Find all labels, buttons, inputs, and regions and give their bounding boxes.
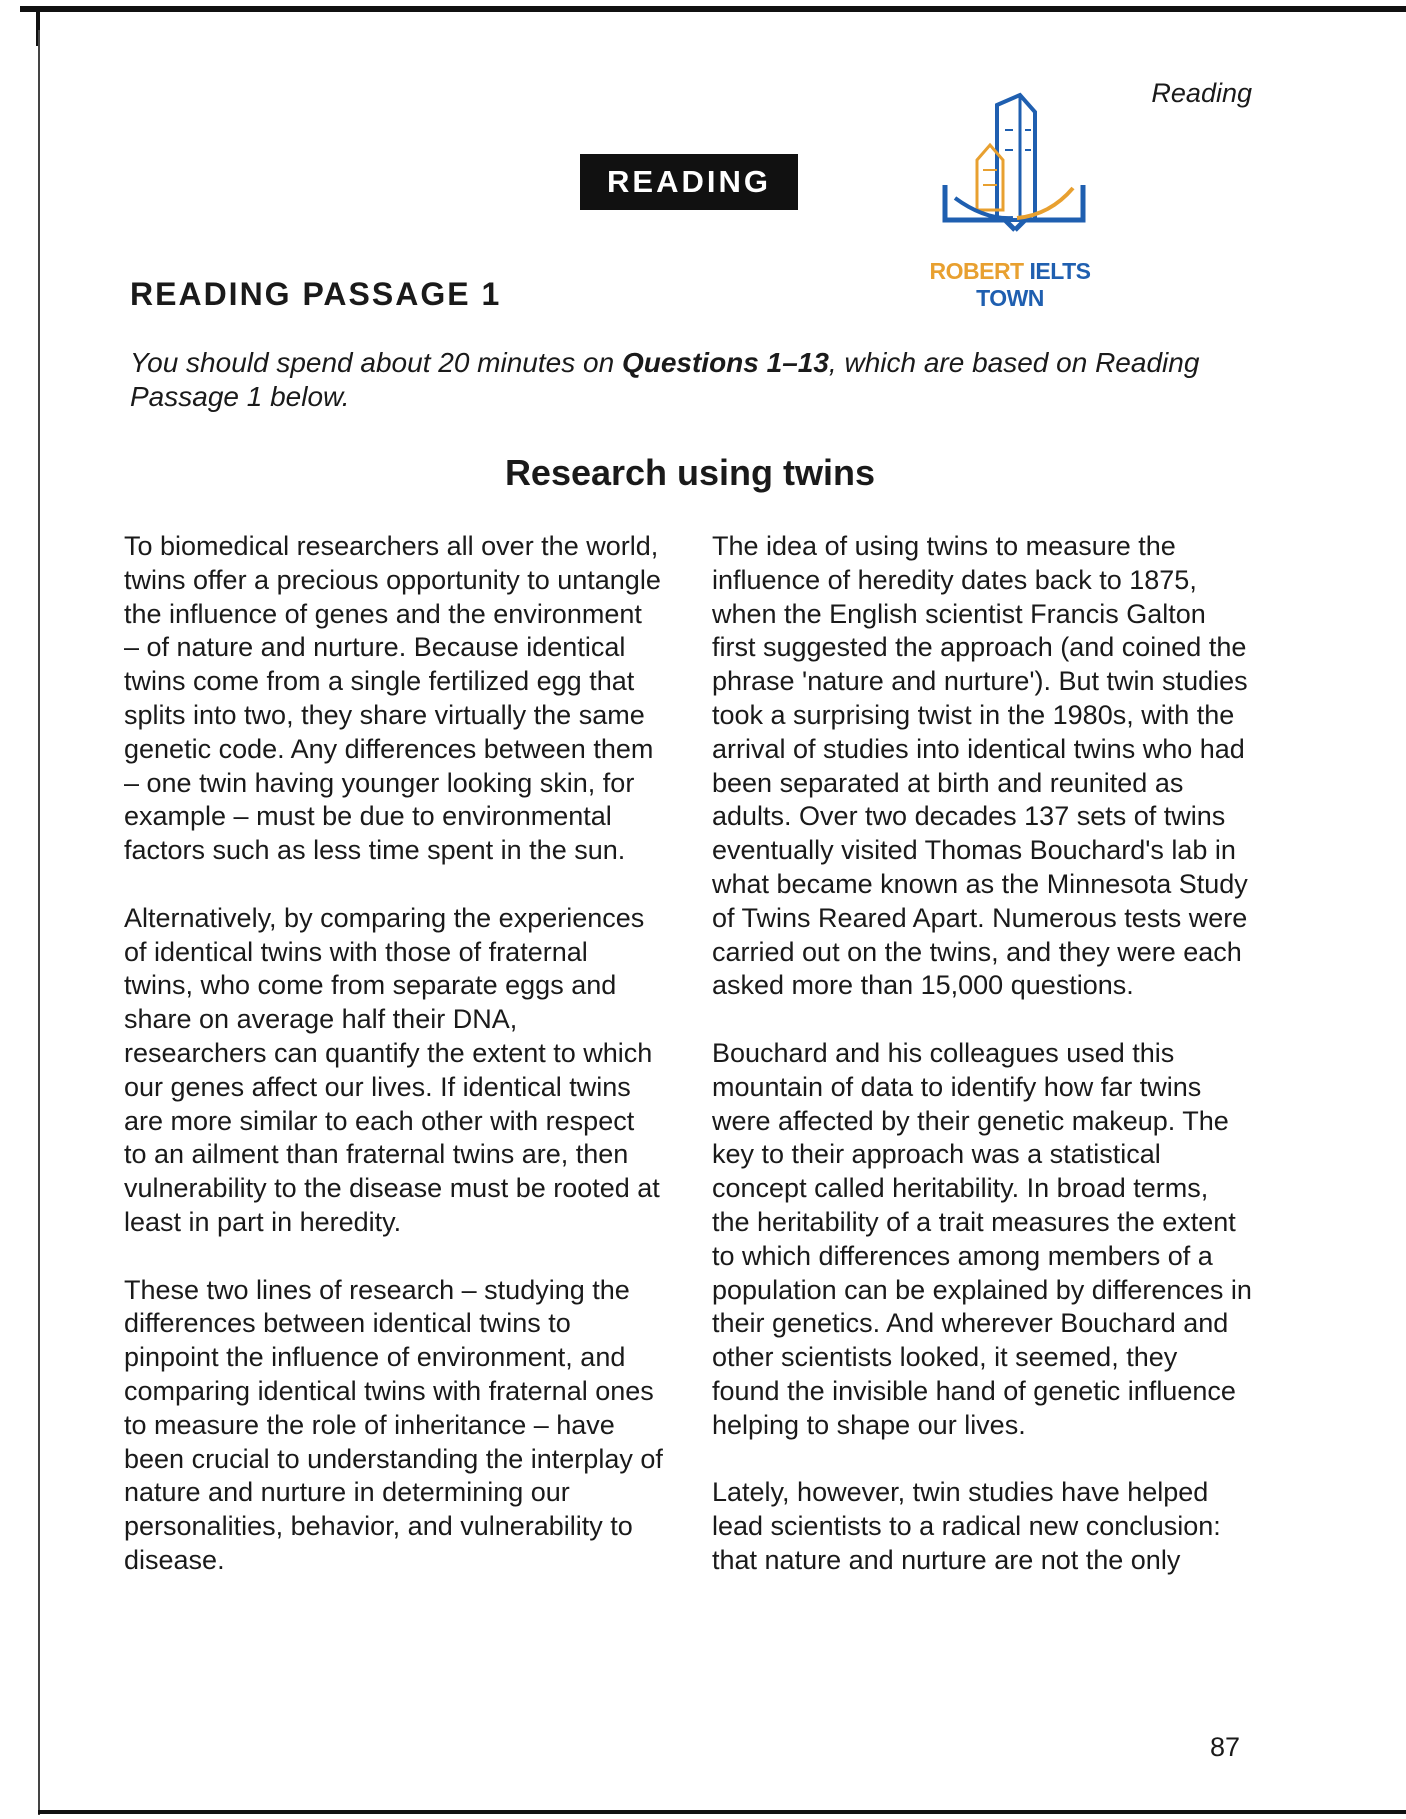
scan-border-left <box>38 30 40 1815</box>
left-column <box>124 530 664 1612</box>
article-title: Research using twins <box>504 452 876 493</box>
running-head: Reading <box>1151 78 1252 108</box>
paragraph: Lately, however, twin studies have helped lead scientists to a radical new conclusion: that nature and nurture are not the only <box>712 1477 1221 1575</box>
instructions: You should spend about 20 minutes on Questions 1–13, which are based on Reading Passage 1 below. <box>130 347 1200 412</box>
section-label: READING <box>580 154 798 210</box>
logo <box>895 90 1125 311</box>
paragraph: Alternatively, by comparing the experiences of identical twins with those of fraternal twins, who come from separate eggs and share on average half their DNA, researchers can quantify the extent to which our genes affect our lives. If identical twins are more similar to each other with respect to an ailment than fraternal twins are, then vulnerability to the disease must be rooted at least in part in heredity. <box>124 902 660 1237</box>
logo-text: ROBERT IELTS TOWN <box>929 258 1091 311</box>
page-number: 87 <box>1209 1732 1240 1762</box>
paragraph: The idea of using twins to measure the influence of heredity dates back to 1875, when the English scientist Francis Galton first suggested the approach (and coined the phrase 'nature and nurture'). But twin studies took a surprising twist in the 1980s, with the arrival of studies into identical twins who had been separated at birth and reunited as adults. Over two decades 137 sets of twins eventually visited Thomas Bouchard's lab in what became known as the Minnesota Study of Twins Reared Apart. Numerous tests were carried out on the twins, and they were each asked more than 15,000 questions. <box>712 531 1248 1001</box>
scan-border-bottom <box>38 1810 1406 1814</box>
passage-title: READING PASSAGE 1 <box>130 276 502 312</box>
paragraph: Bouchard and his colleagues used this mountain of data to identify how far twins were affected by their genetic makeup. The key to their approach was a statistical concept called heritability. In broad terms, the heritability of a trait measures the extent to which differences among members of a population can be explained by differences in their genetics. And wherever Bouchard and other scientists looked, it seemed, they found the invisible hand of genetic influence helping to shape our lives. <box>712 1037 1252 1440</box>
questions-range: Questions 1–13 <box>621 347 829 378</box>
right-column <box>712 530 1252 1612</box>
scan-border-top <box>20 6 1406 12</box>
paragraph: To biomedical researchers all over the world, twins offer a precious opportunity to untangle the influence of genes and the environment – of nature and nurture. Because identical twins come from a single fertilized egg that splits into two, they share virtually the same genetic code. Any differences between them – one twin having younger looking skin, for example – must be due to environmental factors such as less time spent in the sun. <box>124 531 661 866</box>
paragraph: These two lines of research – studying the differences between identical twins to pinpoint the influence of environment, and comparing identical twins with fraternal ones to measure the role of inheritance – have been crucial to understanding the interplay of nature and nurture in determining our personalities, behavior, and vulnerability to disease. <box>124 1274 663 1575</box>
building-book-icon <box>925 90 1095 240</box>
